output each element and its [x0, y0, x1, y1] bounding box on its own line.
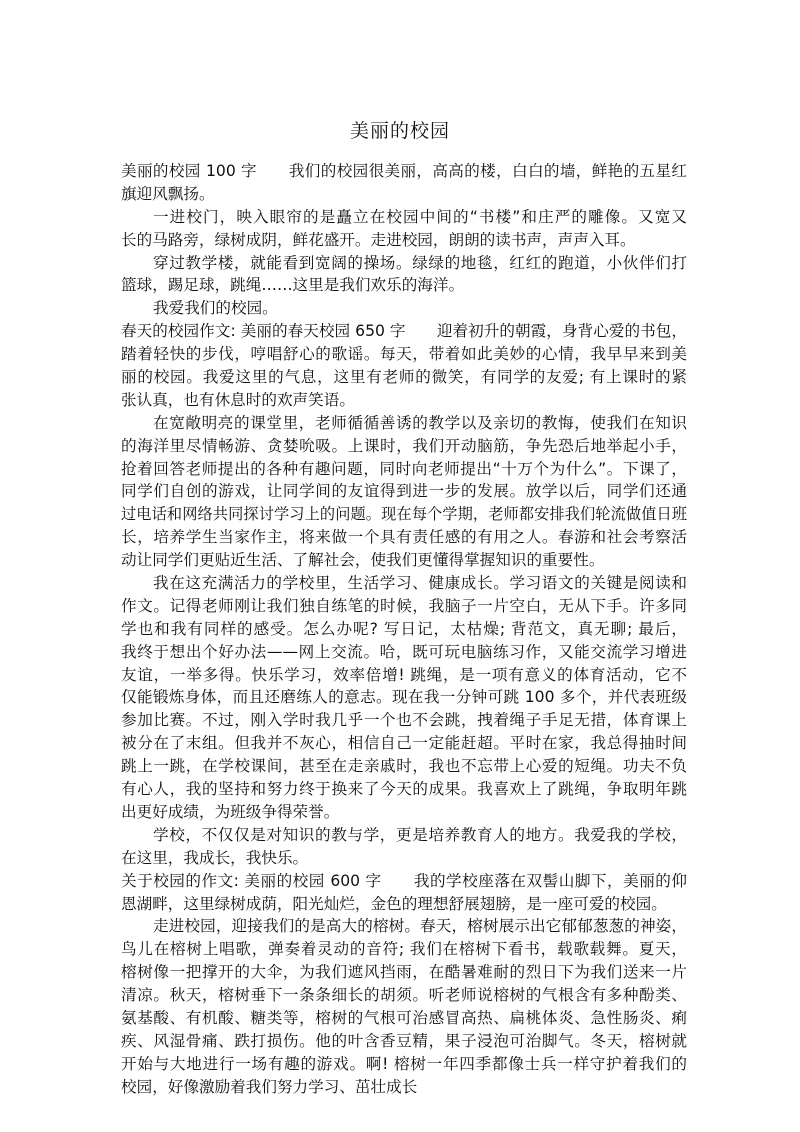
- text-line: 关于校园的作文: 美丽的校园 600 字 我的学校座落在双髻山脚下，美丽的仰: [121, 871, 687, 890]
- text-line: 抢着回答老师提出的各种有趣问题，同时向老师提出“十万个为什么”。下课了，: [121, 459, 687, 478]
- text-line: 我在这充满活力的学校里，生活学习、健康成长。学习语文的关键是阅读和: [153, 574, 687, 593]
- text-line: 仅能锻炼身体，而且还磨练人的意志。现在我一分钟可跳 100 多个，并代表班级: [121, 688, 687, 707]
- text-line: 的海洋里尽情畅游、贪婪吮吸。上课时，我们开动脑筋，争先恐后地举起小手，: [121, 436, 687, 455]
- text-line: 一进校门，映入眼帘的是矗立在校园中间的“书楼”和庄严的雕像。又宽又: [153, 207, 687, 226]
- text-line: 在这里，我成长，我快乐。: [121, 848, 309, 867]
- text-line: 同学们自创的游戏，让同学间的友谊得到进一步的发展。放学以后，同学们还通: [121, 482, 687, 501]
- text-line: 疾、风湿骨痛、跌打损伤。他的叶含香豆精，果子浸泡可治脚气。冬天，榕树就: [121, 1031, 687, 1050]
- text-line: 清凉。秋天，榕树垂下一条条细长的胡须。听老师说榕树的气根含有多种酚类、: [121, 986, 687, 1005]
- document-body: [121, 160, 687, 1099]
- text-line: 友谊，一举多得。快乐学习，效率倍增! 跳绳，是一项有意义的体育活动，它不: [121, 665, 687, 684]
- text-line: 动让同学们更贴近生活、了解社会，使我们更懂得掌握知识的重要性。: [121, 551, 605, 570]
- text-line: 丽的校园。我爱这里的气息，这里有老师的微笑，有同学的友爱; 有上课时的紧: [121, 368, 687, 387]
- text-line: 我终于想出个好办法——网上交流。哈，既可玩电脑练习作，又能交流学习增进: [121, 642, 687, 661]
- text-line: 美丽的校园 100 字 我们的校园很美丽，高高的楼，白白的墙，鲜艳的五星红: [121, 162, 687, 180]
- document-title: 美丽的校园: [349, 120, 450, 142]
- text-line: 春天的校园作文: 美丽的春天校园 650 字 迎着初升的朝霞，身背心爱的书包，: [121, 322, 687, 341]
- text-line: 恩湖畔，这里绿树成荫，阳光灿烂，金色的理想舒展翅膀，是一座可爱的校园。: [121, 894, 667, 913]
- text-line: 学也和我有同样的感受。怎么办呢? 写日记，太枯燥; 背范文，真无聊; 最后，: [121, 619, 687, 638]
- text-line: 氨基酸、有机酸、糖类等，榕树的气根可治感冒高热、扁桃体炎、急性肠炎、痢: [121, 1008, 687, 1027]
- text-line: 篮球，踢足球，跳绳……这里是我们欢乐的海洋。: [121, 276, 465, 295]
- text-line: 过电话和网络共同探讨学习上的问题。现在每个学期，老师都安排我们轮流做值日班: [121, 505, 687, 524]
- text-line: 鸟儿在榕树上唱歌，弹奏着灵动的音符; 我们在榕树下看书，载歌载舞。夏天，: [121, 940, 687, 959]
- text-line: 榕树像一把撑开的大伞，为我们遮风挡雨，在酷暑难耐的烈日下为我们送来一片: [121, 963, 687, 982]
- text-line: 跳上一跳，在学校课间，甚至在走亲戚时，我也不忘带上心爱的短绳。功夫不负: [121, 757, 687, 776]
- text-line: 开始与大地进行一场有趣的游戏。啊! 榕树一年四季都像士兵一样守护着我们的: [121, 1054, 687, 1073]
- text-line: 我爱我们的校园。: [153, 299, 278, 318]
- text-line: 长的马路旁，绿树成阴，鲜花盛开。走进校园，朗朗的读书声，声声入耳。: [121, 230, 636, 249]
- text-line: 出更好成绩，为班级争得荣誉。: [121, 802, 340, 821]
- text-line: 有心人，我的坚持和努力终于换来了今天的成果。我喜欢上了跳绳，争取明年跳: [121, 780, 687, 799]
- text-line: 被分在了末组。但我并不灰心，相信自己一定能赶超。平时在家，我总得抽时间: [121, 734, 687, 753]
- text-line: 学校，不仅仅是对知识的教与学，更是培养教育人的地方。我爱我的学校，: [153, 825, 687, 844]
- text-line: 校园，好像激励着我们努力学习、茁壮成长: [121, 1077, 418, 1096]
- text-line: 作文。记得老师刚让我们独自练笔的时候，我脑子一片空白，无从下手。许多同: [121, 596, 687, 615]
- text-line: 在宽敞明亮的课堂里，老师循循善诱的教学以及亲切的教悔，使我们在知识: [153, 413, 687, 432]
- text-line: 踏着轻快的步伐，哼唱舒心的歌谣。每天，带着如此美妙的心情，我早早来到美: [121, 345, 687, 364]
- text-line: 参加比赛。不过，刚入学时我几乎一个也不会跳，拽着绳子手足无措，体育课上: [121, 711, 687, 730]
- text-line: 张认真，也有休息时的欢声笑语。: [121, 390, 355, 409]
- text-line: 走进校园，迎接我们的是高大的榕树。春天，榕树展示出它郁郁葱葱的神姿，: [153, 917, 687, 936]
- text-line: 长，培养学生当家作主，将来做一个具有责任感的有用之人。春游和社会考察活: [121, 528, 687, 547]
- text-line: 旗迎风飘扬。: [121, 184, 215, 203]
- text-line: 穿过教学楼，就能看到宽阔的操场。绿绿的地毯，红红的跑道，小伙伴们打: [153, 253, 687, 272]
